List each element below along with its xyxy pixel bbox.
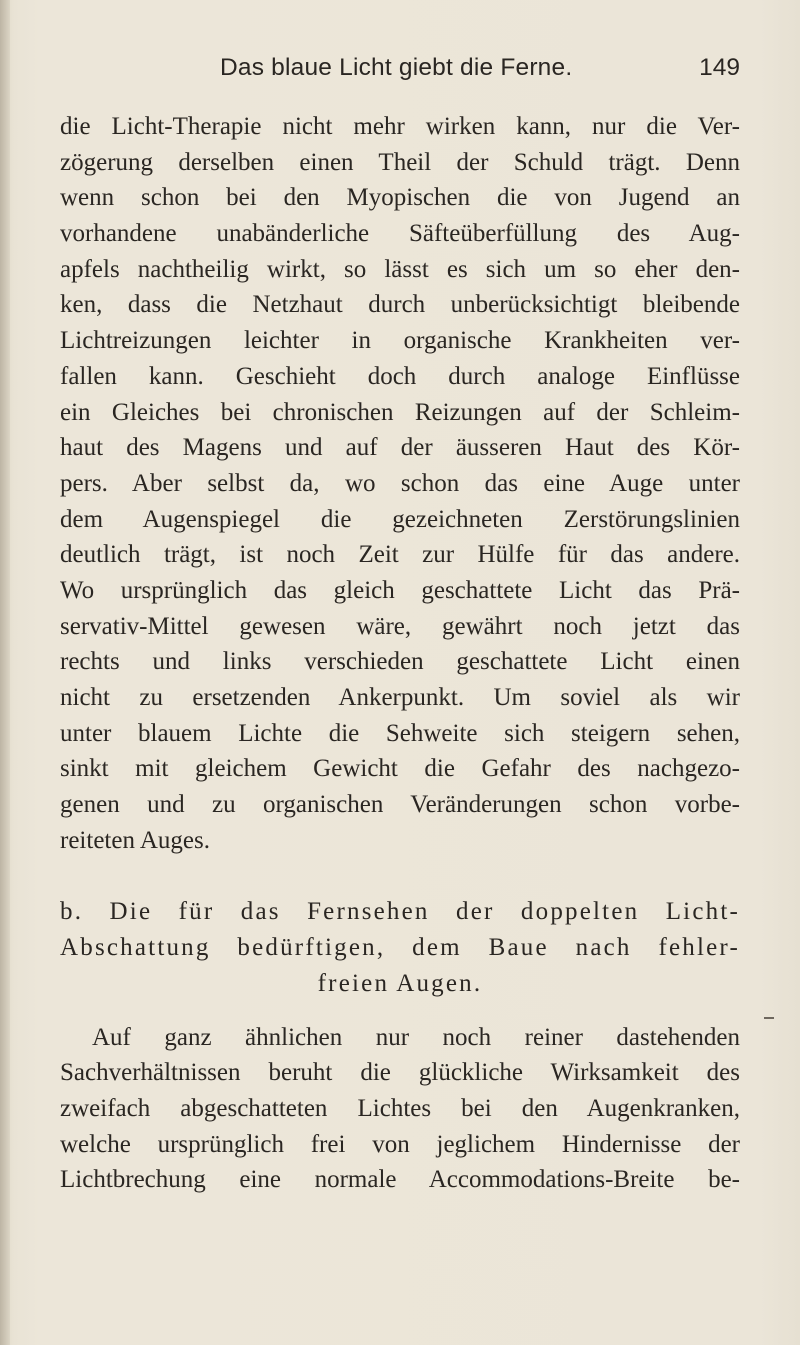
text-line: unter blauem Lichte die Sehweite sich steigern sehen, <box>60 719 740 747</box>
text-line: sinkt mit gleichem Gewicht die Gefahr des nachgezo- <box>60 755 740 783</box>
text-line: ein Gleiches bei chronischen Reizungen auf der Schleim- <box>60 398 740 426</box>
text-line: Auf ganz ähnlichen nur noch reiner dastehenden <box>92 1023 740 1051</box>
text-line: rechts und links verschieden geschattete Licht einen <box>60 648 740 676</box>
text-line: wenn schon bei den Myopischen die von Jugend an <box>60 184 740 212</box>
page-spine-shadow <box>0 0 10 1345</box>
paragraph-2 <box>60 1020 740 1198</box>
paragraph-1 <box>60 109 740 858</box>
text-line: zögerung derselben einen Theil der Schuld trägt. Denn <box>60 148 740 176</box>
text-line: Sachverhältnissen beruht die glückliche Wirksamkeit des <box>60 1059 740 1087</box>
body-text <box>60 109 740 1198</box>
text-line: dem Augenspiegel die gezeichneten Zerstörungslinien <box>60 505 740 533</box>
margin-mark <box>764 1017 774 1019</box>
text-line: zweifach abgeschatteten Lichtes bei den Augenkranken, <box>60 1094 740 1122</box>
text-line: nicht zu ersetzenden Ankerpunkt. Um soviel als wir <box>60 684 740 711</box>
text-line: reiteten Auges. <box>60 826 210 854</box>
text-line: Lichtreizungen leichter in organische Krankheiten ver- <box>60 327 740 355</box>
text-line: pers. Aber selbst da, wo schon das eine Auge unter <box>60 469 740 497</box>
page-header <box>60 48 740 88</box>
heading-line: Abschattung bedürftigen, dem Baue nach fehler- <box>60 934 740 962</box>
text-line: ken, dass die Netzhaut durch unberücksichtigt bleibende <box>60 291 740 319</box>
heading-line: freien Augen. <box>317 969 483 997</box>
running-title: Das blaue Licht giebt die Ferne. <box>220 54 573 81</box>
text-line: die Licht-Therapie nicht mehr wirken kann, nur die Ver- <box>60 113 740 140</box>
text-line: haut des Magens und auf der äusseren Haut des Kör- <box>60 434 740 462</box>
section-heading <box>60 894 740 1001</box>
section-spacer <box>60 1002 740 1020</box>
text-line: deutlich trägt, ist noch Zeit zur Hülfe für das andere. <box>60 541 740 569</box>
text-line: genen und zu organischen Veränderungen schon vorbe- <box>60 791 740 819</box>
heading-line: b. Die für das Fernsehen der doppelten Licht- <box>60 898 740 926</box>
text-line: vorhandene unabänderliche Säfteüberfüllung des Aug- <box>60 220 740 248</box>
text-line: welche ursprünglich frei von jeglichem Hindernisse der <box>60 1130 740 1158</box>
text-line: apfels nachtheilig wirkt, so lässt es sich um so eher den- <box>60 255 740 283</box>
text-line: Lichtbrechung eine normale Accommodations-Breite be- <box>60 1166 740 1194</box>
text-line: Wo ursprünglich das gleich geschattete Licht das Prä- <box>60 576 740 604</box>
section-spacer <box>60 858 740 894</box>
page-number: 149 <box>699 54 740 81</box>
text-line: servativ-Mittel gewesen wäre, gewährt noch jetzt das <box>60 612 740 640</box>
text-line: fallen kann. Geschieht doch durch analoge Einflüsse <box>60 362 740 390</box>
